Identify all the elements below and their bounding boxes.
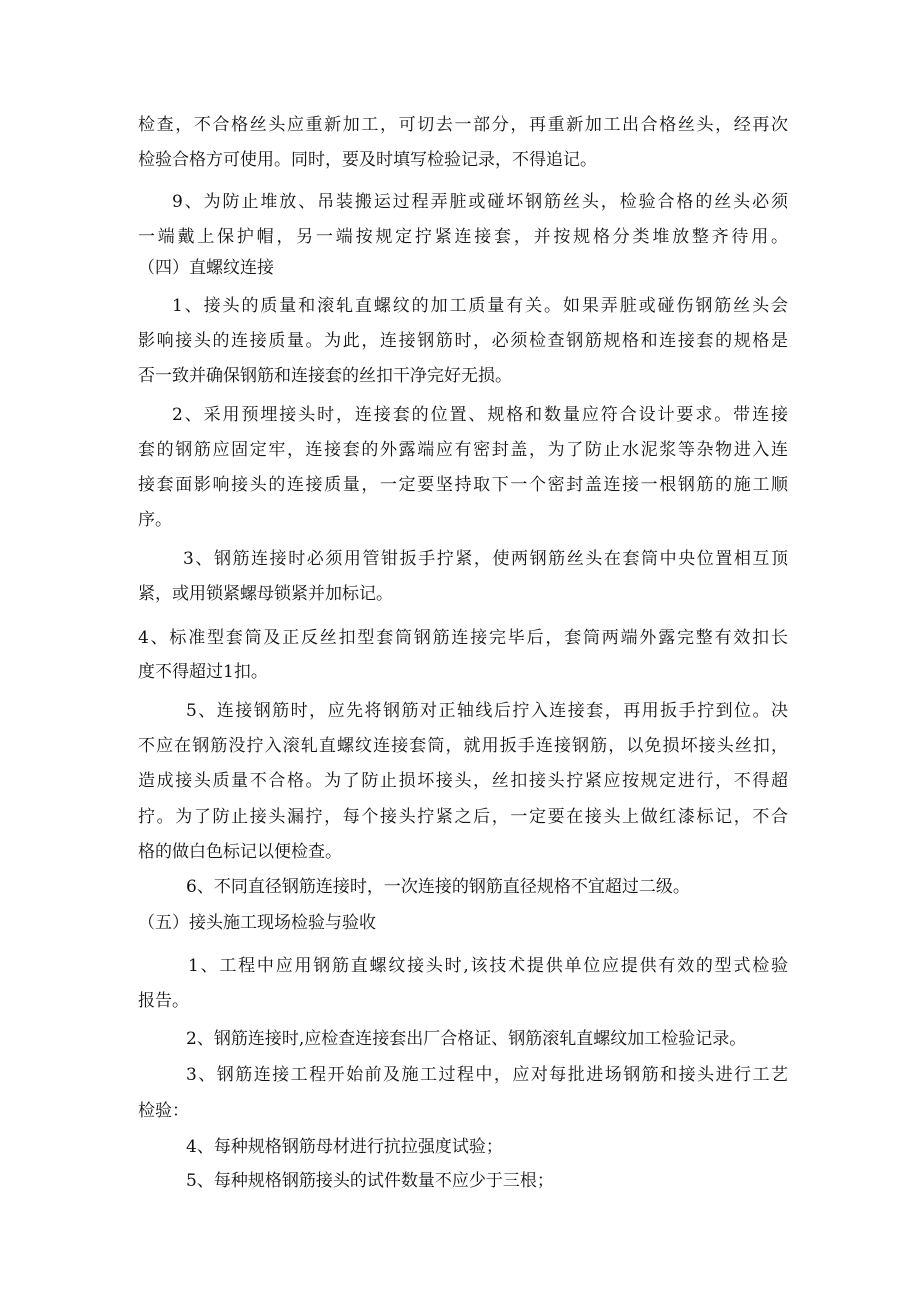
paragraph-line: 检验： [138, 1101, 189, 1121]
paragraph-line: 2、采用预埋接头时，连接套的位置、规格和数量应符合设计要求。带连接 [172, 405, 788, 425]
paragraph-line: 4、标准型套筒及正反丝扣型套筒钢筋连接完毕后，套筒两端外露完整有效扣长 [138, 628, 788, 648]
paragraph-line: 紧，或用锁紧螺母锁紧并加标记。 [138, 584, 393, 604]
paragraph-line: 否一致并确保钢筋和连接套的丝扣干净完好无损。 [138, 366, 512, 386]
paragraph-line: 拧。为了防止接头漏拧，每个接头拧紧之后，一定要在接头上做红漆标记，不合 [138, 807, 788, 827]
paragraph-line: 3、钢筋连接时必须用管钳扳手拧紧，使两钢筋丝头在套筒中央位置相互顶 [183, 549, 788, 569]
paragraph-line: 不应在钢筋没拧入滚轧直螺纹连接套筒，就用扳手连接钢筋，以免损坏接头丝扣， [138, 736, 788, 756]
section-heading: （四）直螺纹连接 [138, 258, 274, 278]
paragraph-line: 接套面影响接头的连接质量，一定要坚持取下一个密封盖连接一根钢筋的施工顺 [138, 475, 788, 495]
paragraph-line: 4、每种规格钢筋母材进行抗拉强度试验； [186, 1137, 503, 1157]
paragraph-line: 检查，不合格丝头应重新加工，可切去一部分，再重新加工出合格丝头，经再次 [138, 115, 788, 135]
paragraph-line: 1、接头的质量和滚轧直螺纹的加工质量有关。如果弄脏或碰伤钢筋丝头会 [172, 296, 788, 316]
paragraph-line: 2、钢筋连接时,应检查连接套出厂合格证、钢筋滚轧直螺纹加工检验记录。 [186, 1029, 747, 1049]
paragraph-line: 5、每种规格钢筋接头的试件数量不应少于三根； [186, 1171, 554, 1191]
paragraph-line: 一端戴上保护帽，另一端按规定拧紧连接套，并按规格分类堆放整齐待用。 [138, 227, 788, 247]
paragraph-line: 1、工程中应用钢筋直螺纹接头时,该技术提供单位应提供有效的型式检验 [188, 956, 788, 976]
paragraph-line: 3、钢筋连接工程开始前及施工过程中，应对每批进场钢筋和接头进行工艺 [186, 1065, 788, 1085]
section-heading: （五）接头施工现场检验与验收 [138, 913, 376, 933]
paragraph-line: 报告。 [138, 991, 189, 1011]
paragraph-line: 影响接头的连接质量。为此，连接钢筋时，必须检查钢筋规格和连接套的规格是 [138, 331, 788, 351]
paragraph-line: 9、为防止堆放、吊装搬运过程弄脏或碰坏钢筋丝头，检验合格的丝头必须 [172, 192, 788, 212]
paragraph-line: 6、不同直径钢筋连接时，一次连接的钢筋直径规格不宜超过二级。 [186, 877, 690, 897]
paragraph-line: 套的钢筋应固定牢，连接套的外露端应有密封盖，为了防止水泥浆等杂物进入连 [138, 440, 788, 460]
paragraph-line: 检验合格方可使用。同时，要及时填写检验记录，不得追记。 [138, 150, 597, 170]
paragraph-line: 5、连接钢筋时，应先将钢筋对正轴线后拧入连接套，再用扳手拧到位。决 [186, 701, 788, 721]
paragraph-line: 造成接头质量不合格。为了防止损坏接头，丝扣接头拧紧应按规定进行，不得超 [138, 771, 788, 791]
paragraph-line: 度不得超过1扣。 [138, 662, 268, 682]
paragraph-line: 序。 [138, 510, 172, 530]
paragraph-line: 格的做白色标记以便检查。 [138, 842, 342, 862]
